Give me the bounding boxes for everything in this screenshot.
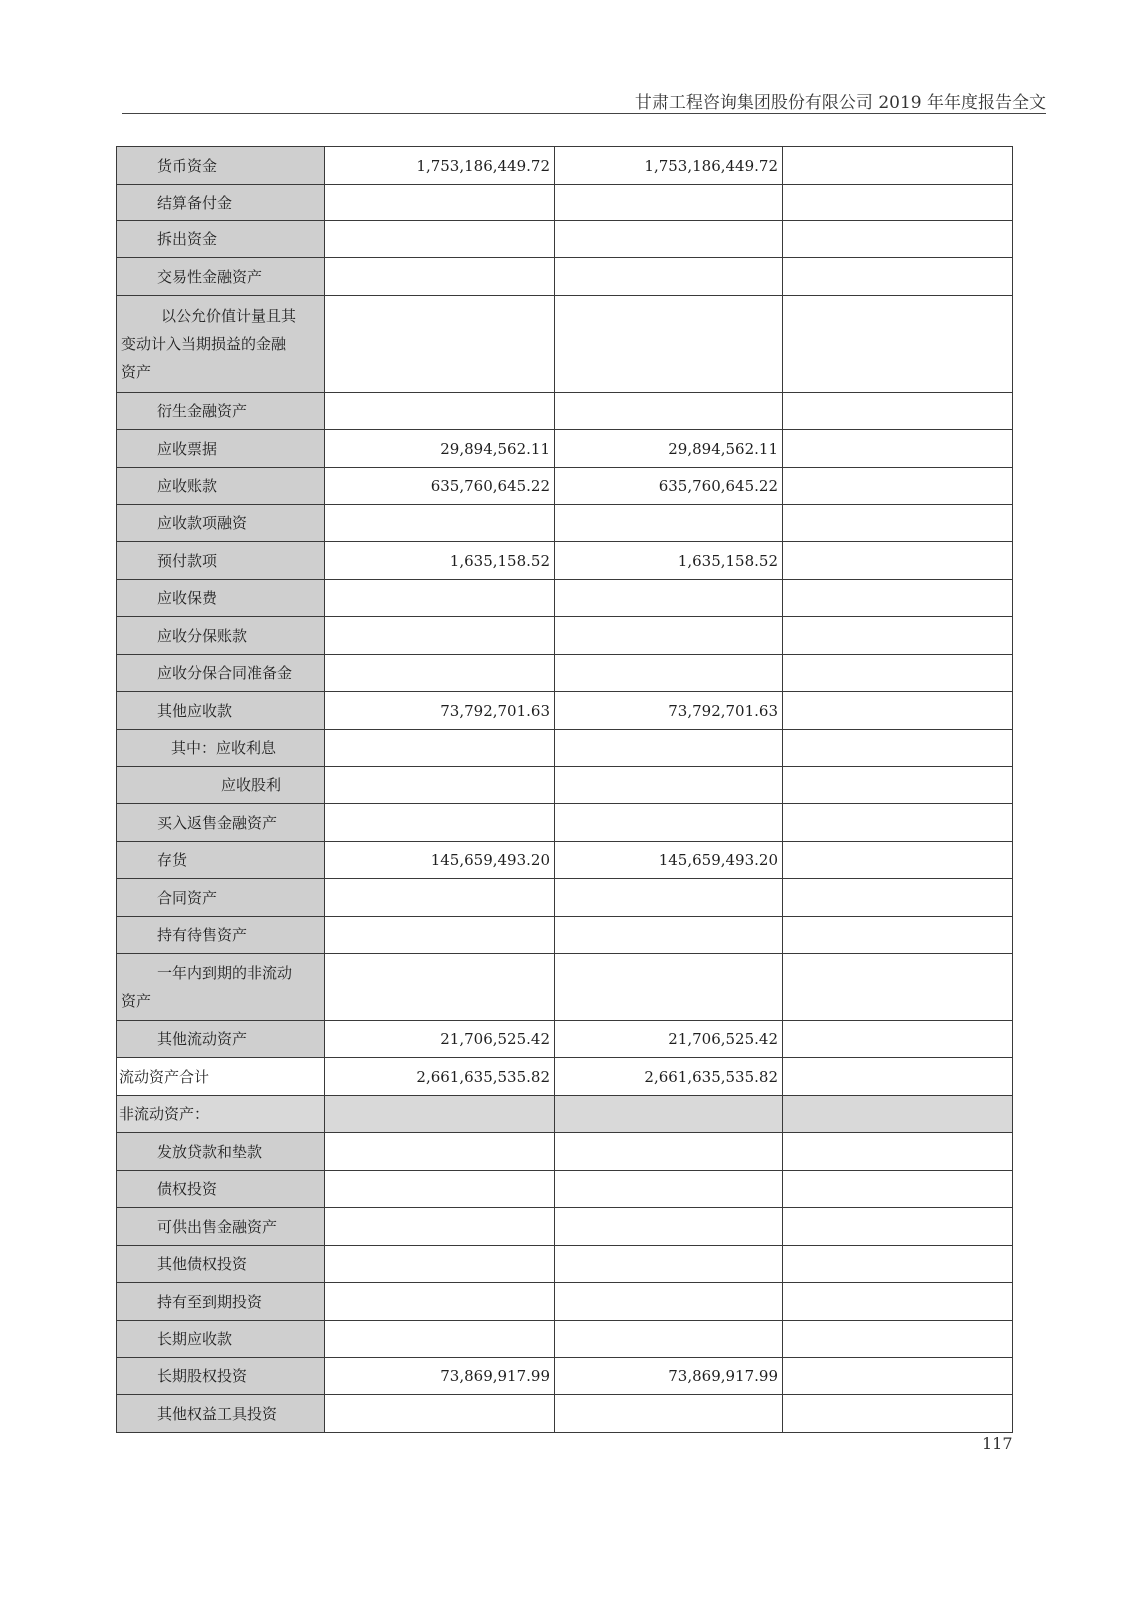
value-cell xyxy=(325,1246,555,1283)
table-row xyxy=(117,842,1013,879)
value-cell xyxy=(555,617,783,655)
table-row xyxy=(117,692,1013,730)
row-label-line: 以公允价值计量且其 xyxy=(161,307,297,325)
value-cell xyxy=(325,1133,555,1171)
table-row xyxy=(117,147,1013,185)
table-row xyxy=(117,1246,1013,1283)
table-row xyxy=(117,767,1013,804)
row-label-line: 资产 xyxy=(121,992,152,1010)
value-cell xyxy=(325,185,555,221)
row-label: 发放贷款和垫款 xyxy=(117,1133,325,1171)
value-cell xyxy=(783,468,1013,505)
value-cell xyxy=(555,1096,783,1133)
table-row xyxy=(117,1283,1013,1321)
value-cell xyxy=(555,221,783,258)
value-cell xyxy=(783,842,1013,879)
table-row xyxy=(117,221,1013,258)
value-cell xyxy=(783,1246,1013,1283)
value-cell: 73,792,701.63 xyxy=(325,692,555,730)
row-label: 持有至到期投资 xyxy=(117,1283,325,1321)
value-cell xyxy=(555,730,783,767)
value-cell xyxy=(783,393,1013,430)
value-cell xyxy=(325,1208,555,1246)
table-row xyxy=(117,185,1013,221)
table-row xyxy=(117,580,1013,617)
value-cell xyxy=(325,1283,555,1321)
table-row xyxy=(117,879,1013,917)
value-cell: 29,894,562.11 xyxy=(325,430,555,468)
value-cell xyxy=(555,393,783,430)
row-label: 预付款项 xyxy=(117,542,325,580)
value-cell xyxy=(783,879,1013,917)
value-cell xyxy=(325,954,555,1021)
table-row xyxy=(117,505,1013,542)
value-cell: 1,753,186,449.72 xyxy=(325,147,555,185)
row-label: 其中：应收利息 xyxy=(117,730,325,767)
value-cell xyxy=(325,505,555,542)
table-row xyxy=(117,1395,1013,1433)
table-row xyxy=(117,258,1013,296)
value-cell xyxy=(325,767,555,804)
value-cell xyxy=(783,542,1013,580)
row-label: 持有待售资产 xyxy=(117,917,325,954)
row-label: 可供出售金融资产 xyxy=(117,1208,325,1246)
table-row xyxy=(117,804,1013,842)
value-cell: 2,661,635,535.82 xyxy=(555,1058,783,1096)
value-cell: 21,706,525.42 xyxy=(325,1021,555,1058)
row-label: 交易性金融资产 xyxy=(117,258,325,296)
table-row xyxy=(117,430,1013,468)
table-row xyxy=(117,1096,1013,1133)
value-cell xyxy=(783,1283,1013,1321)
value-cell: 73,792,701.63 xyxy=(555,692,783,730)
table-row xyxy=(117,917,1013,954)
table-row xyxy=(117,1133,1013,1171)
value-cell xyxy=(783,296,1013,393)
value-cell xyxy=(555,185,783,221)
table-row xyxy=(117,617,1013,655)
value-cell xyxy=(325,879,555,917)
page-number: 117 xyxy=(982,1434,1013,1453)
value-cell xyxy=(783,430,1013,468)
value-cell xyxy=(783,692,1013,730)
value-cell xyxy=(555,804,783,842)
value-cell xyxy=(325,296,555,393)
value-cell xyxy=(783,1058,1013,1096)
row-label xyxy=(117,954,325,1021)
value-cell xyxy=(555,580,783,617)
value-cell xyxy=(325,1096,555,1133)
value-cell xyxy=(555,1395,783,1433)
value-cell xyxy=(555,767,783,804)
value-cell xyxy=(783,221,1013,258)
value-cell xyxy=(783,730,1013,767)
value-cell xyxy=(783,185,1013,221)
value-cell xyxy=(555,1208,783,1246)
value-cell xyxy=(783,917,1013,954)
row-label: 结算备付金 xyxy=(117,185,325,221)
table-row xyxy=(117,468,1013,505)
row-label: 应收账款 xyxy=(117,468,325,505)
table-row xyxy=(117,1358,1013,1395)
row-label: 其他应收款 xyxy=(117,692,325,730)
row-label: 应收款项融资 xyxy=(117,505,325,542)
value-cell xyxy=(783,1395,1013,1433)
value-cell xyxy=(325,1171,555,1208)
row-label-line: 变动计入当期损益的金融 xyxy=(121,335,287,353)
header-divider xyxy=(122,113,1046,114)
value-cell xyxy=(325,393,555,430)
row-label: 应收票据 xyxy=(117,430,325,468)
row-label-line: 资产 xyxy=(121,363,152,381)
row-label: 长期股权投资 xyxy=(117,1358,325,1395)
value-cell: 145,659,493.20 xyxy=(555,842,783,879)
value-cell xyxy=(555,917,783,954)
value-cell: 73,869,917.99 xyxy=(325,1358,555,1395)
row-label: 拆出资金 xyxy=(117,221,325,258)
value-cell xyxy=(783,655,1013,692)
value-cell: 2,661,635,535.82 xyxy=(325,1058,555,1096)
value-cell xyxy=(325,221,555,258)
value-cell xyxy=(783,1096,1013,1133)
balance-sheet-table xyxy=(116,146,1013,1433)
value-cell xyxy=(783,258,1013,296)
value-cell xyxy=(783,767,1013,804)
value-cell xyxy=(783,1358,1013,1395)
value-cell xyxy=(555,258,783,296)
value-cell xyxy=(555,954,783,1021)
value-cell xyxy=(555,296,783,393)
row-label: 其他债权投资 xyxy=(117,1246,325,1283)
value-cell: 73,869,917.99 xyxy=(555,1358,783,1395)
value-cell xyxy=(325,1321,555,1358)
row-label: 买入返售金融资产 xyxy=(117,804,325,842)
row-label: 存货 xyxy=(117,842,325,879)
row-label: 债权投资 xyxy=(117,1171,325,1208)
value-cell xyxy=(555,879,783,917)
row-label: 货币资金 xyxy=(117,147,325,185)
value-cell xyxy=(783,580,1013,617)
value-cell: 1,635,158.52 xyxy=(325,542,555,580)
value-cell xyxy=(783,1133,1013,1171)
value-cell xyxy=(555,1133,783,1171)
value-cell xyxy=(555,1283,783,1321)
value-cell xyxy=(555,1171,783,1208)
table-row xyxy=(117,1171,1013,1208)
value-cell xyxy=(783,1021,1013,1058)
row-label: 应收保费 xyxy=(117,580,325,617)
value-cell xyxy=(783,1171,1013,1208)
value-cell: 29,894,562.11 xyxy=(555,430,783,468)
row-label: 长期应收款 xyxy=(117,1321,325,1358)
value-cell xyxy=(325,730,555,767)
row-label: 流动资产合计 xyxy=(117,1058,325,1096)
value-cell xyxy=(325,917,555,954)
value-cell xyxy=(555,1246,783,1283)
value-cell: 635,760,645.22 xyxy=(325,468,555,505)
row-label: 其他权益工具投资 xyxy=(117,1395,325,1433)
value-cell xyxy=(783,1321,1013,1358)
row-label: 其他流动资产 xyxy=(117,1021,325,1058)
table-row xyxy=(117,1208,1013,1246)
row-label xyxy=(117,296,325,393)
value-cell xyxy=(783,617,1013,655)
row-label: 应收分保合同准备金 xyxy=(117,655,325,692)
value-cell: 1,753,186,449.72 xyxy=(555,147,783,185)
value-cell: 635,760,645.22 xyxy=(555,468,783,505)
row-label: 应收股利 xyxy=(117,767,325,804)
value-cell xyxy=(783,1208,1013,1246)
table-row xyxy=(117,296,1013,393)
value-cell xyxy=(325,617,555,655)
value-cell xyxy=(325,655,555,692)
value-cell xyxy=(325,258,555,296)
value-cell xyxy=(783,505,1013,542)
value-cell xyxy=(325,580,555,617)
value-cell: 1,635,158.52 xyxy=(555,542,783,580)
table-row xyxy=(117,1058,1013,1096)
value-cell xyxy=(555,655,783,692)
value-cell xyxy=(325,1395,555,1433)
value-cell xyxy=(783,804,1013,842)
value-cell: 21,706,525.42 xyxy=(555,1021,783,1058)
row-label-line: 一年内到期的非流动 xyxy=(157,964,293,982)
table-row xyxy=(117,1321,1013,1358)
value-cell: 145,659,493.20 xyxy=(325,842,555,879)
value-cell xyxy=(783,147,1013,185)
table-row xyxy=(117,730,1013,767)
row-label: 衍生金融资产 xyxy=(117,393,325,430)
table-row xyxy=(117,954,1013,1021)
row-label: 非流动资产： xyxy=(117,1096,325,1133)
table-row xyxy=(117,542,1013,580)
row-label: 合同资产 xyxy=(117,879,325,917)
value-cell xyxy=(325,804,555,842)
value-cell xyxy=(783,954,1013,1021)
report-header: 甘肃工程咨询集团股份有限公司 2019 年年度报告全文 xyxy=(634,93,1046,113)
table-row xyxy=(117,393,1013,430)
table-row xyxy=(117,655,1013,692)
value-cell xyxy=(555,505,783,542)
row-label: 应收分保账款 xyxy=(117,617,325,655)
table-row xyxy=(117,1021,1013,1058)
value-cell xyxy=(555,1321,783,1358)
